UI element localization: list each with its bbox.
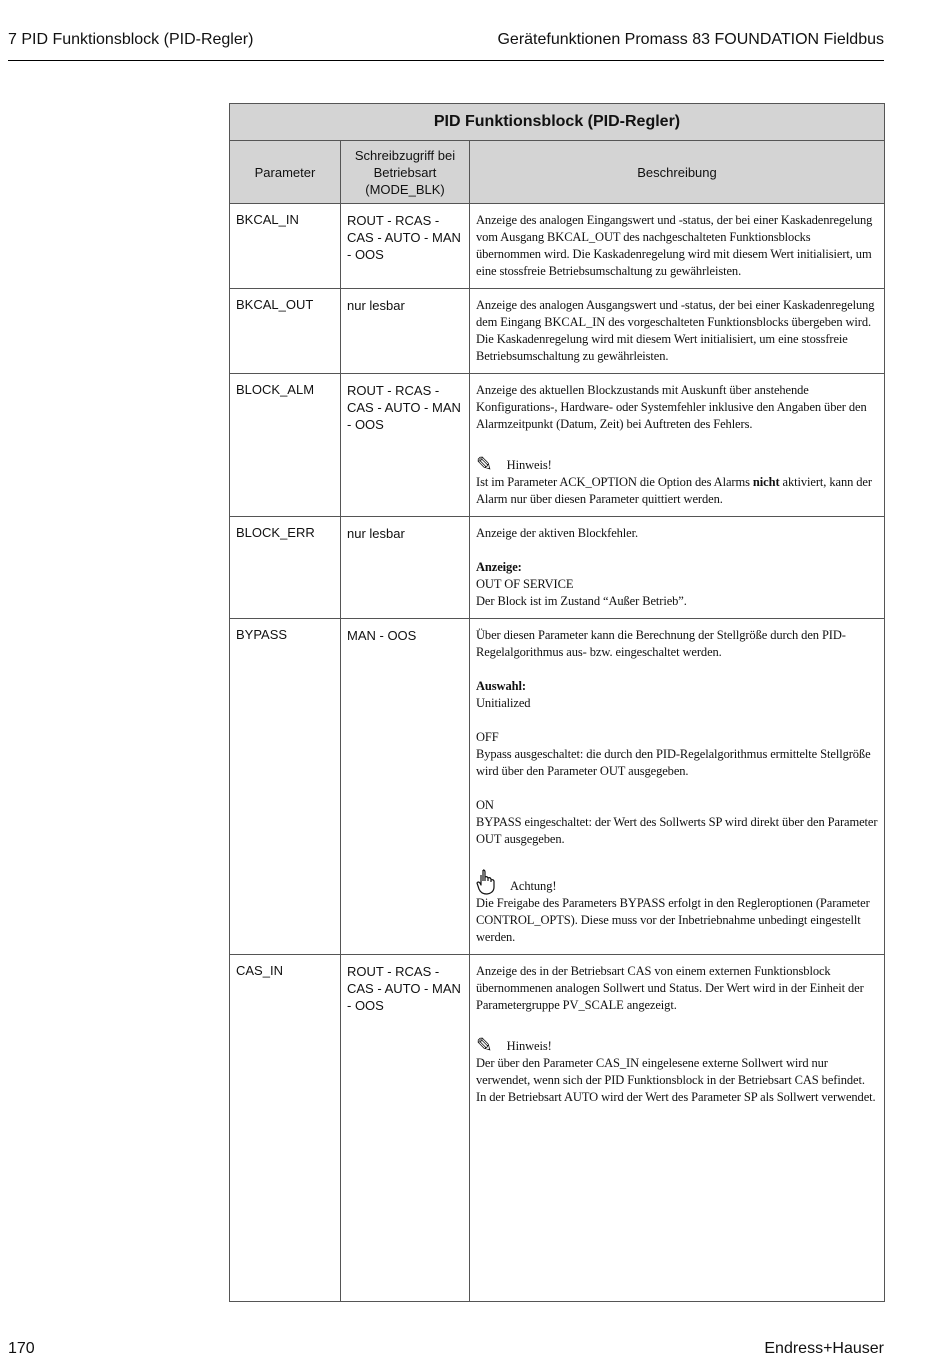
param-mode: ROUT - RCAS - CAS - AUTO - MAN - OOS <box>341 374 470 517</box>
table-row <box>230 517 885 619</box>
choice-option-description: Bypass ausgeschaltet: die durch den PID-Regelalgorithmus ermittelte Stellgröße wird über den Parameter OUT ausgegeben. <box>476 747 871 778</box>
choice-label: Auswahl: <box>476 679 526 693</box>
pencil-note-icon: ✎ <box>476 1033 493 1057</box>
param-description <box>470 517 885 619</box>
header-rule <box>8 60 884 61</box>
description-text: Anzeige des aktuellen Blockzustands mit Auskunft über anstehende Konfigurations-, Hardware- oder Systemfehler inklusive den Angaben über den Alarmzeitpunkt (Datum, Zeit) bei Auftreten des Fehlers. <box>476 383 867 431</box>
param-description <box>470 204 885 289</box>
warning-heading <box>476 869 878 895</box>
description-text: Anzeige des in der Betriebsart CAS von einem externen Funktionsblock übernommenen analogen Sollwert und Status. Der Wert wird in der Einheit der Parametergruppe PV_SCALE angezeigt. <box>476 964 864 1012</box>
column-header-mode-line2: Betriebsart <box>373 164 437 180</box>
display-value: OUT OF SERVICE <box>476 577 574 591</box>
column-header-mode <box>341 141 470 204</box>
display-label: Anzeige: <box>476 560 522 574</box>
param-name: BLOCK_ERR <box>230 517 341 619</box>
param-mode: ROUT - RCAS - CAS - AUTO - MAN - OOS <box>341 204 470 289</box>
param-description <box>470 619 885 955</box>
running-header-title: Gerätefunktionen Promass 83 FOUNDATION Fieldbus <box>497 31 884 48</box>
pointing-hand-icon <box>476 869 496 895</box>
param-mode: nur lesbar <box>341 517 470 619</box>
pencil-note-icon: ✎ <box>476 452 493 476</box>
param-description <box>470 955 885 1302</box>
table-title: PID Funktionsblock (PID-Regler) <box>230 104 885 141</box>
column-header-parameter: Parameter <box>230 141 341 204</box>
description-text: Über diesen Parameter kann die Berechnung der Stellgröße durch den PID-Regelalgorithmus aus- bzw. eingeschaltet werden. <box>476 628 846 659</box>
param-mode: ROUT - RCAS - CAS - AUTO - MAN - OOS <box>341 955 470 1302</box>
note-heading <box>476 454 878 474</box>
display-value-description: Der Block ist im Zustand “Außer Betrieb”. <box>476 594 687 608</box>
choice-option-description: BYPASS eingeschaltet: der Wert des Sollwerts SP wird direkt über den Parameter OUT ausgegeben. <box>476 815 878 846</box>
note-heading <box>476 1035 878 1055</box>
choice-option: OFF <box>476 730 499 744</box>
parameter-table <box>229 103 885 1302</box>
param-description <box>470 374 885 517</box>
warning-label: Achtung! <box>510 879 557 893</box>
param-description <box>470 289 885 374</box>
choice-option: ON <box>476 798 494 812</box>
table-row <box>230 289 885 374</box>
note-label: Hinweis! <box>506 1039 552 1053</box>
column-header-mode-line3: (MODE_BLK) <box>365 181 445 197</box>
choice-option: Unitialized <box>476 696 531 710</box>
page-number: 170 <box>8 1340 35 1357</box>
description-text: Anzeige des analogen Ausgangswert und -status, der bei einer Kaskadenregelung dem Eingang BKCAL_IN des vorgeschalteten Funktionsblocks übergeben wird. Die Kaskadenregelung wird mit diesem Wert initialisiert, um eine stossfreie Betriebsumschaltung zu gewährleisten. <box>476 298 875 363</box>
brand-name: Endress+Hauser <box>764 1340 884 1357</box>
table-row <box>230 204 885 289</box>
param-name: BKCAL_OUT <box>230 289 341 374</box>
table-row <box>230 619 885 955</box>
table-row <box>230 955 885 1302</box>
note-label: Hinweis! <box>506 458 552 472</box>
description-text: Anzeige des analogen Eingangswert und -status, der bei einer Kaskadenregelung vom Ausgang BKCAL_OUT des nachgeschalteten Funktionsblocks übernommen wird. Die Kaskadenregelung wird mit diesem Wert initialisiert, um eine stossfreie Betriebsumschaltung zu gewährleisten. <box>476 213 873 278</box>
column-header-mode-line1: Schreibzugriff bei <box>354 147 456 163</box>
table-row <box>230 374 885 517</box>
note-text: Ist im Parameter ACK_OPTION die Option des Alarms nicht aktiviert, kann der Alarm nur über diesen Parameter quittiert werden. <box>476 475 872 506</box>
description-text: Anzeige der aktiven Blockfehler. <box>476 526 639 540</box>
param-name: BLOCK_ALM <box>230 374 341 517</box>
param-mode: nur lesbar <box>341 289 470 374</box>
running-header-chapter: 7 PID Funktionsblock (PID-Regler) <box>8 31 254 48</box>
param-name: CAS_IN <box>230 955 341 1302</box>
column-header-description: Beschreibung <box>470 141 885 204</box>
note-text: Der über den Parameter CAS_IN eingelesene externe Sollwert wird nur verwendet, wenn sich der PID Funktionsblock in der Betriebsart CAS befindet. In der Betriebsart AUTO wird der Wert des Parameter SP als Sollwert verwendet. <box>476 1056 876 1104</box>
warning-text: Die Freigabe des Parameters BYPASS erfolgt in den Regleroptionen (Parameter CONTROL_OPTS). Diese muss vor der Inbetriebnahme unbedingt eingestellt werden. <box>476 896 870 944</box>
param-mode: MAN - OOS <box>341 619 470 955</box>
param-name: BKCAL_IN <box>230 204 341 289</box>
param-name: BYPASS <box>230 619 341 955</box>
